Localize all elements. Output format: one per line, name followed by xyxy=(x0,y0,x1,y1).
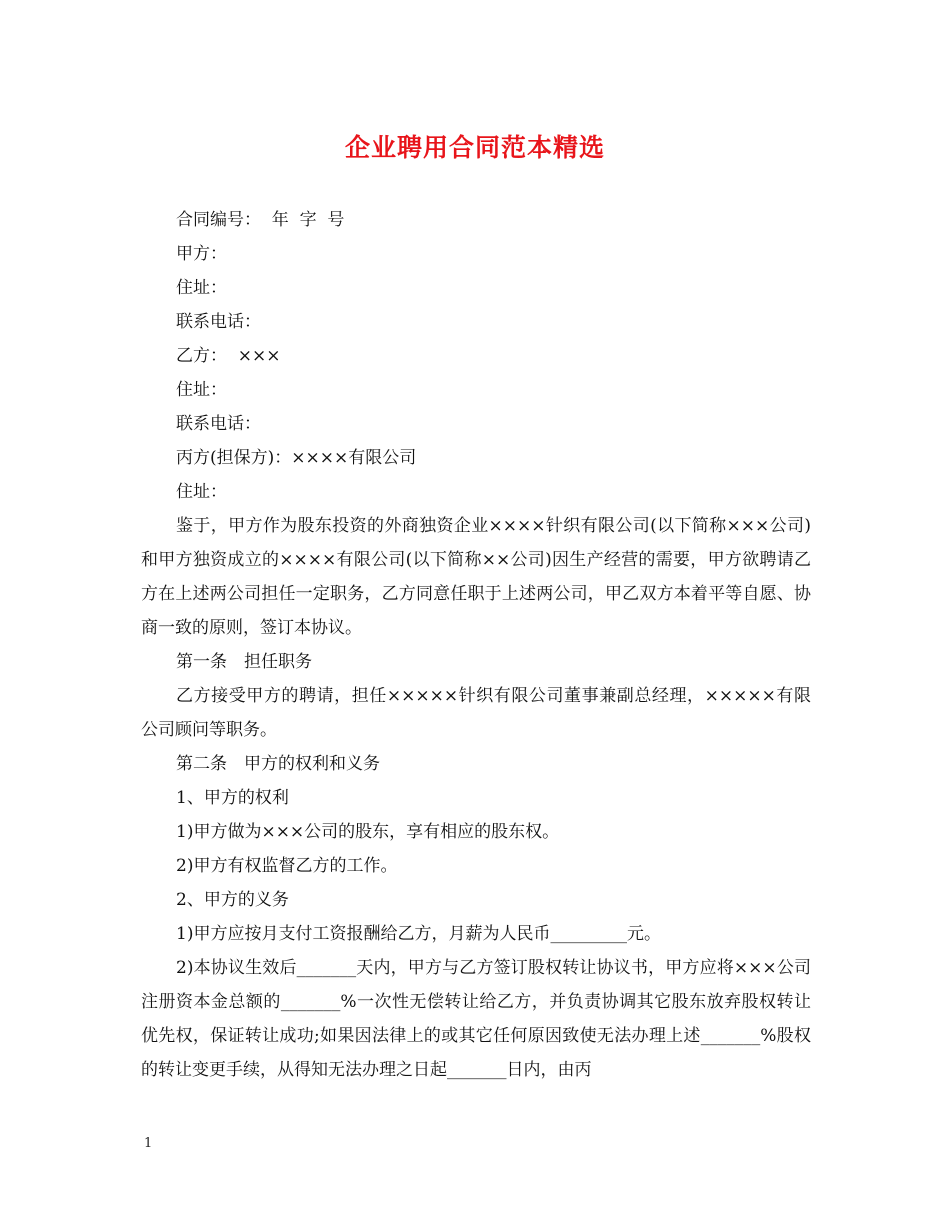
right-1: 1)甲方做为×××公司的股东，享有相应的股东权。 xyxy=(176,822,560,842)
party-b-phone-line: 联系电话： xyxy=(176,414,261,434)
duty-1: 1)甲方应按月支付工资报酬给乙方，月薪为人民币_________元。 xyxy=(176,924,661,944)
party-b-line: 乙方： ××× xyxy=(176,346,281,366)
article-1-text: 乙方接受甲方的聘请，担任×××××针织有限公司董事兼副总经理，×××××有限公司顾问等职务。 xyxy=(141,686,811,740)
page-number: 1 xyxy=(144,1136,153,1151)
party-a-phone-line: 联系电话： xyxy=(176,312,261,332)
rights-heading: 1、甲方的权利 xyxy=(176,788,289,808)
preamble-paragraph: 鉴于，甲方作为股东投资的外商独资企业××××针织有限公司(以下简称×××公司)和甲方独资成立的××××有限公司(以下简称××公司)因生产经营的需要，甲方欲聘请乙方在上述两公司担任一定职务，乙方同意任职于上述两公司，甲乙双方本着平等自愿、协商一致的原则，签订本协议。 xyxy=(141,516,811,638)
duties-heading: 2、甲方的义务 xyxy=(176,890,289,910)
document-body xyxy=(141,203,811,1087)
right-2: 2)甲方有权监督乙方的工作。 xyxy=(176,856,398,876)
party-a-address-line: 住址： xyxy=(176,278,227,298)
document-title: 企业聘用合同范本精选 xyxy=(344,133,605,162)
party-c-line: 丙方(担保方)：××××有限公司 xyxy=(176,448,417,468)
duty-2: 2)本协议生效后_______天内，甲方与乙方签订股权转让协议书，甲方应将×××公司注册资本金总额的_______%一次性无偿转让给乙方，并负责协调其它股东放弃股权转让优先权，保证转让成功;如果因法律上的或其它任何原因致使无法办理上述_______%股权的转让变更手续，从得知无法办理之日起_______日内，由丙 xyxy=(141,958,811,1080)
article-1-heading: 第一条 担任职务 xyxy=(176,652,312,672)
party-b-address-line: 住址： xyxy=(176,380,227,400)
party-c-address-line: 住址： xyxy=(176,482,227,502)
article-2-heading: 第二条 甲方的权利和义务 xyxy=(176,754,380,774)
contract-number-line: 合同编号： 年 字 号 xyxy=(176,210,345,230)
party-a-line: 甲方： xyxy=(176,244,227,264)
